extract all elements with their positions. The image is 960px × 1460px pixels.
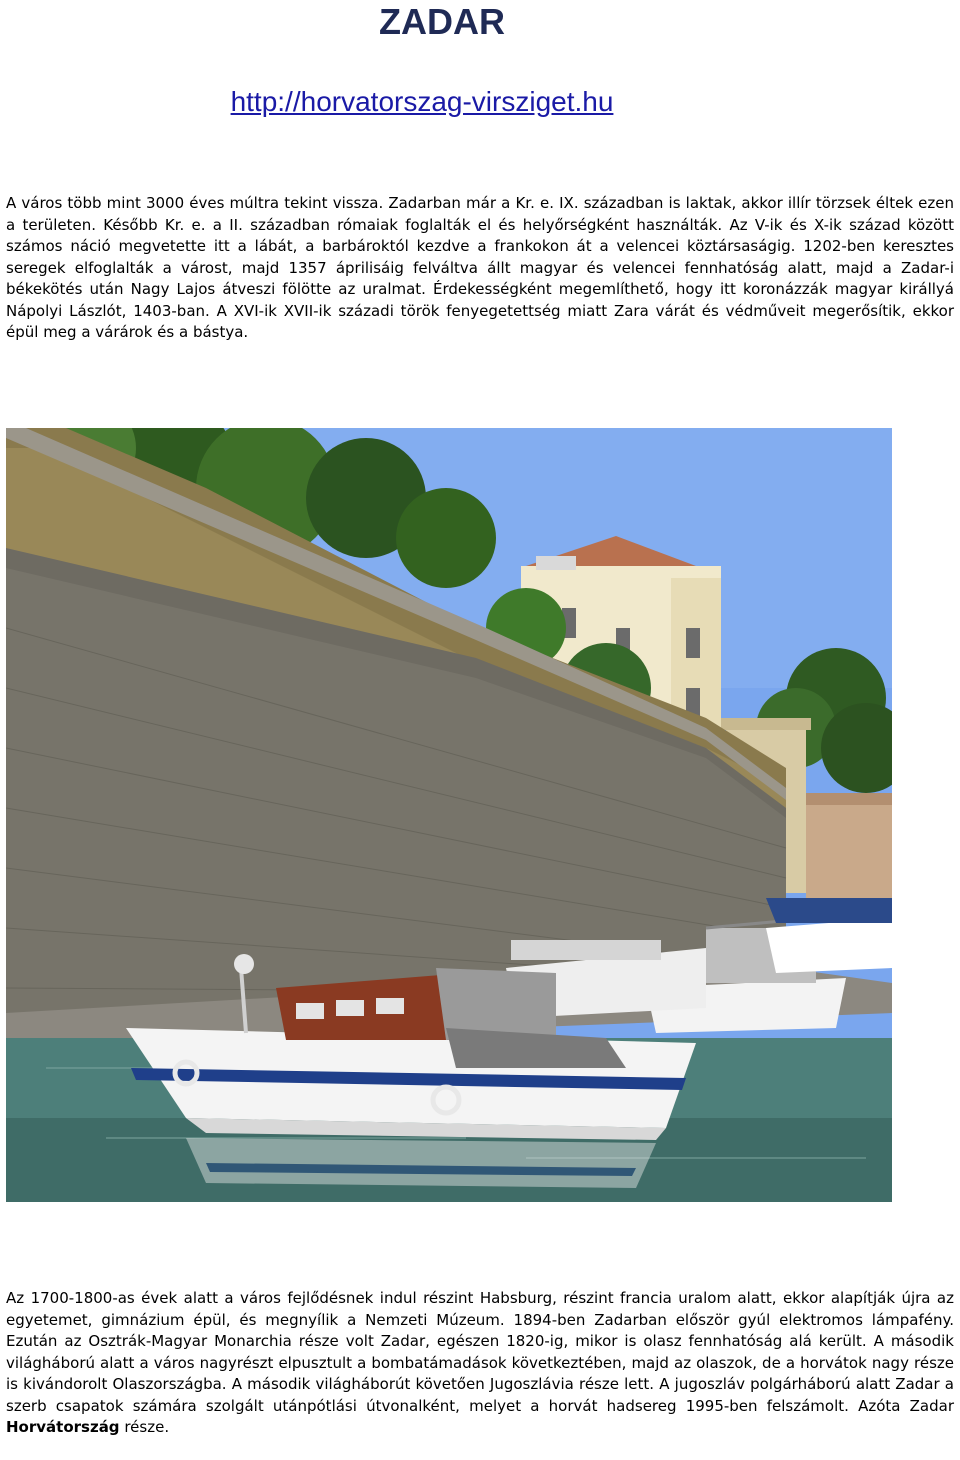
boat-background-2 [766,898,892,973]
paragraph-2-text: Az 1700-1800-as évek alatt a város fejlődésnek indul részint Habsburg, részint francia uralom alatt, ekkor alapítják újra az egyetemet, gimnázium épül, és megnyílik a Nemzeti Múzeum. 1894-ben Zadarban először gyúl elektromos lámpafény. Ezután az Osztrák-Magyar Monarchia része volt Zadar, egészen 1820-ig, mikor is olasz fennhatóság alá került. A második világháború alatt a város nagyrészt elpusztult a bombatámadások következtében, majd az olaszok, de a horvátok nagy része is kivándorolt Olaszországba. A második világháborút követően Jugoszlávia része lett. A jugoszláv polgárháború alatt Zadar a szerb csapatok számára szolgált utánpótlási útvonalként, melyet a horvát hadsereg 1995-ben felszámolt. Azóta Zadar [6,1289,954,1415]
history-paragraph-1: A város több mint 3000 éves múltra tekint vissza. Zadarban már a Kr. e. IX. században is laktak, akkor illír törzsek éltek ezen a területen. Később Kr. e. a II. században rómaiak foglalták el és helyőrségként használták. Az V-ik és X-ik század között számos náció megvetette itt a lábát, a barbároktól kezdve a frankokon át a velencei köztársaságig. 1202-ben keresztes seregek elfoglalták a várost, majd 1357 áprilisáig felváltva állt magyar és velencei fennhatóság alatt, majd a Zadar-i békekötés után Nagy Lajos átveszi fölötte az uralmat. Érdekességként megemlíthető, hogy itt koronázzák magyar királlyá Nápolyi Lászlót, 1403-ban. A XVI-ik XVII-ik századi török fenyegetettség miatt Zara várát és védműveit megerősítik, ekkor épül meg a várárok és a bástya. [6,194,954,341]
building-right [806,793,892,903]
history-paragraph-2 [6,1288,954,1439]
website-link[interactable]: http://horvatorszag-virsziget.hu [230,86,614,117]
zadar-harbour-photo [6,428,892,1202]
page-title: ZADAR [379,1,505,42]
croatia-bold-word: Horvátország [6,1418,120,1436]
paragraph-2-end: része. [119,1418,170,1436]
boat-reflection [186,1138,656,1188]
